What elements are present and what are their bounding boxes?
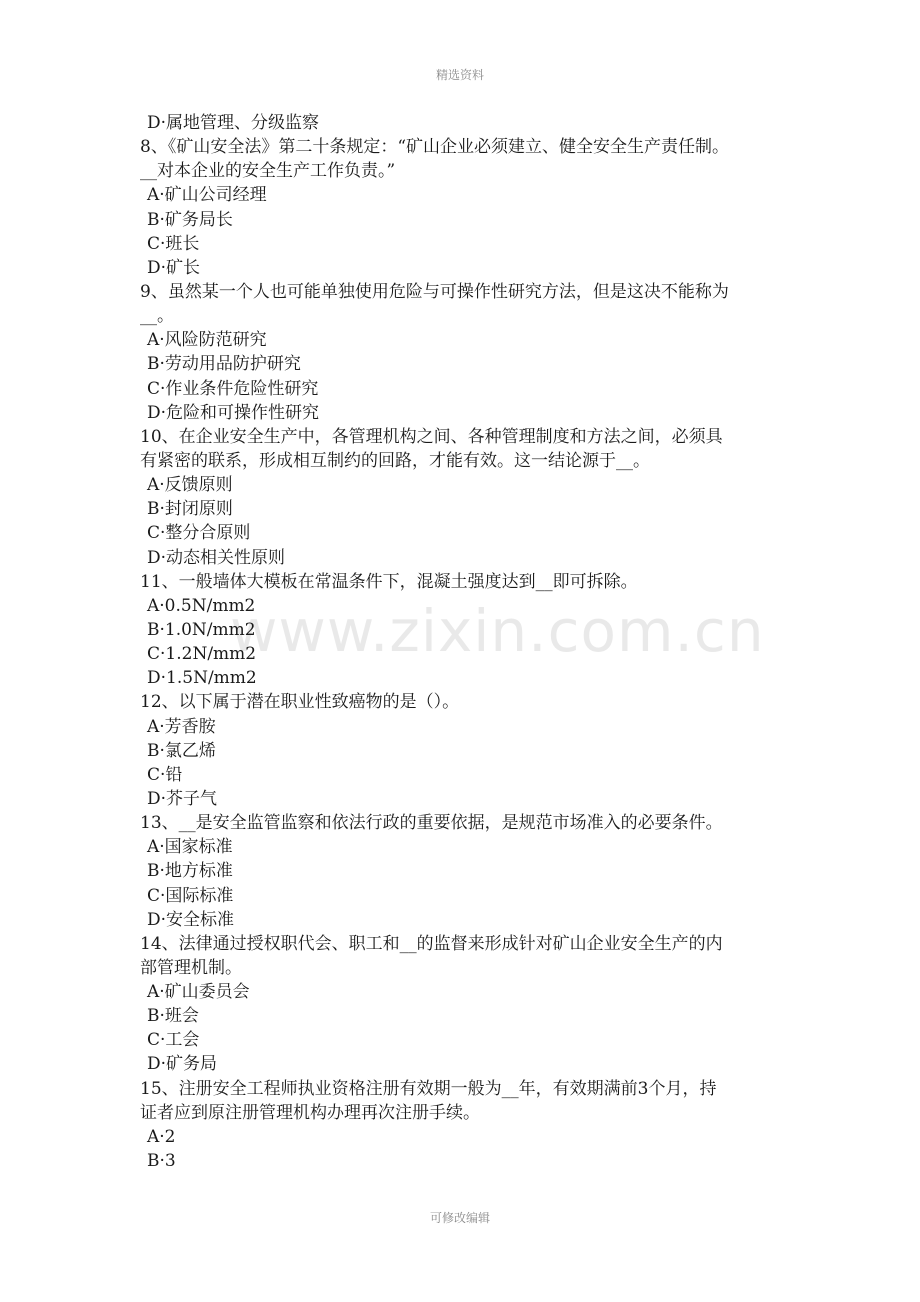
question-text: 12、以下属于潜在职业性致癌物的是（）。 (140, 692, 460, 713)
answer-option: A·芳香胺 (147, 716, 216, 737)
question-text: 11、一般墙体大模板在常温条件下，混凝土强度达到__即可拆除。 (140, 571, 638, 592)
answer-option: C·铅 (147, 764, 183, 785)
answer-option: A·风险防范研究 (147, 330, 267, 351)
answer-option: B·封闭原则 (147, 499, 233, 520)
answer-option: B·矿务局长 (147, 209, 233, 230)
answer-option: C·整分合原则 (147, 523, 251, 544)
question-text: __。 (140, 306, 174, 327)
answer-option: C·作业条件危险性研究 (147, 378, 319, 399)
answer-option: D·危险和可操作性研究 (147, 402, 320, 423)
answer-option: A·0.5N/mm2 (147, 595, 256, 616)
answer-option: A·反馈原则 (147, 475, 233, 496)
answer-option: C·班长 (147, 233, 200, 254)
answer-option: D·安全标准 (147, 909, 235, 930)
answer-option: B·地方标准 (147, 861, 233, 882)
question-text: 13、__是安全监管监察和依法行政的重要依据，是规范市场准入的必要条件。 (140, 813, 723, 834)
answer-option: A·国家标准 (147, 837, 233, 858)
question-text: 15、注册安全工程师执业资格注册有效期一般为__年，有效期满前3个月，持 (140, 1078, 717, 1099)
answer-option: A·矿山公司经理 (147, 185, 267, 206)
answer-option: D·动态相关性原则 (147, 547, 286, 568)
page-header: 精选资料 (435, 68, 484, 82)
answer-option: D·芥子气 (147, 788, 218, 809)
answer-option: B·氯乙烯 (147, 740, 216, 761)
answer-option: D·矿长 (147, 257, 201, 278)
answer-option: C·工会 (147, 1030, 200, 1051)
answer-option: C·1.2N/mm2 (147, 644, 257, 665)
answer-option: B·1.0N/mm2 (147, 619, 256, 640)
question-text: 有紧密的联系，形成相互制约的回路，才能有效。这一结论源于__。 (140, 450, 650, 471)
answer-option: B·班会 (147, 1006, 199, 1027)
answer-option: A·矿山委员会 (147, 982, 250, 1003)
answer-option: D·矿务局 (147, 1054, 218, 1075)
question-text: __对本企业的安全生产工作负责。” (140, 161, 396, 182)
question-text: 14、法律通过授权职代会、职工和__的监督来形成针对矿山企业安全生产的内 (140, 933, 723, 954)
watermark: www.zixin.com.cn (230, 597, 765, 665)
question-text: 部管理机制。 (140, 957, 242, 978)
question-text: 10、在企业安全生产中，各管理机构之间、各种管理制度和方法之间，必须具 (140, 426, 723, 447)
answer-option: D·属地管理、分级监察 (147, 113, 320, 133)
page-footer: 可修改编辑 (429, 1211, 490, 1225)
answer-option: D·1.5N/mm2 (147, 668, 257, 689)
answer-option: B·劳动用品防护研究 (147, 354, 301, 375)
answer-option: C·国际标准 (147, 885, 234, 906)
answer-option: B·3 (147, 1151, 176, 1172)
question-text: 9、虽然某一个人也可能单独使用危险与可操作性研究方法，但是这决不能称为 (140, 281, 729, 302)
document-body (140, 111, 810, 1173)
question-text: 证者应到原注册管理机构办理再次注册手续。 (140, 1102, 480, 1123)
question-text: 8、《矿山安全法》第二十条规定：“矿山企业必须建立、健全安全生产责任制。 (140, 137, 730, 158)
answer-option: A·2 (147, 1126, 176, 1147)
